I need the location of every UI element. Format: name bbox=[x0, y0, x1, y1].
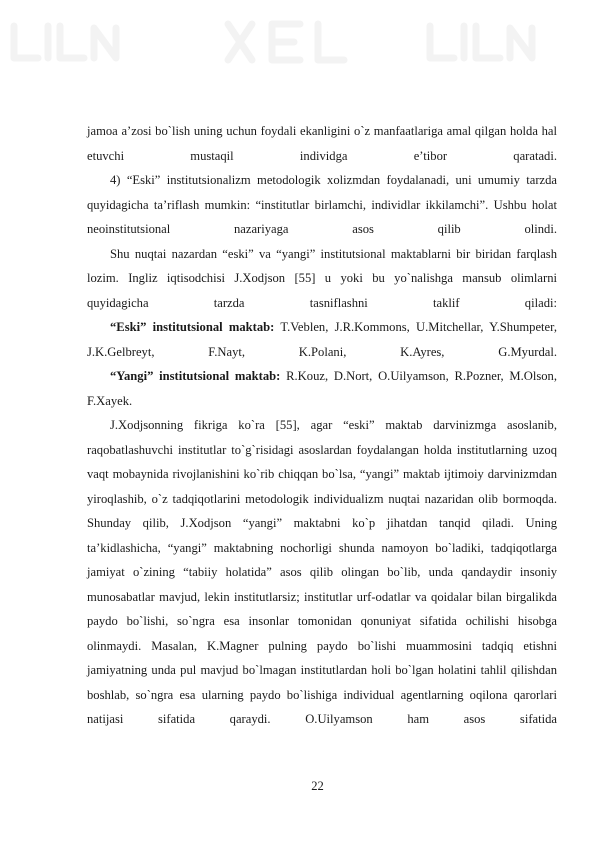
paragraph-new-school bbox=[87, 364, 557, 413]
watermark-logo-3 bbox=[430, 26, 532, 58]
paragraph-old-school bbox=[87, 315, 557, 364]
old-school-label: “Eski” institutsional maktab: bbox=[110, 320, 275, 334]
watermark-logo-1 bbox=[14, 26, 116, 58]
paragraph-hodgson bbox=[87, 413, 557, 732]
old-school-names: T.Veblen, J.R.Kommons, U.Mitchellar, Y.Shumpeter, J.K.Gelbreyt, F.Nayt, K.Polani, K.Ayres, G.Myurdal. bbox=[87, 320, 557, 359]
paragraph-1-continuation bbox=[87, 119, 557, 168]
paragraph-text: Shu nuqtai nazardan “eski” va “yangi” institutsional maktablarni bir biridan farqlash lozim. Ingliz iqtisodchisi J.Xodjson [55] u yoki bu yo`nalishga mansub olimlarni quyidagicha tarzda tasniflashni taklif qiladi: bbox=[87, 246, 557, 310]
paragraph-3 bbox=[87, 242, 557, 316]
new-school-names: R.Kouz, D.Nort, O.Uilyamson, R.Pozner, M.Olson, F.Xayek. bbox=[87, 369, 558, 408]
paragraph-2 bbox=[87, 168, 557, 242]
paragraph-text: 4) “Eski” institutsionalizm metodologik xolizmdan foydalanadi, uni umumiy tarzda quyidagicha ta’riflash mumkin: “institutlar birlamchi, individlar ikkilamchi”. Ushbu holat neoinstitutsional nazariyaga asos qilib olindi. bbox=[87, 173, 557, 236]
page-number: 22 bbox=[311, 779, 324, 793]
new-school-label: “Yangi” institutsional maktab: bbox=[110, 369, 281, 383]
document-body bbox=[87, 119, 557, 732]
paragraph-text: jamoa a’zosi bo`lish uning uchun foydali ekanligini o`z manfaatlariga amal qilgan holda hal etuvchi mustaqil individga e’tibor qaratadi. bbox=[87, 124, 557, 163]
watermark-logo-2 bbox=[228, 24, 344, 60]
paragraph-text: J.Xodjsonning fikriga ko`ra [55], agar “eski” maktab darvinizmga asoslanib, raqobatlashuvchi institutlar to`g`risidagi asoslardan foydalangan holda institutlarning uzoq vaqt mobaynida rivojlanishini ko`rib chiqqan bo`lsa, “yangi” maktab ijtimoiy darvinizmdan yiroqlashib, o`z tadqiqotlarini metodologik individualizm nuqtai nazaridan olib bormoqda. Shunday qilib, J.Xodjson “yangi” maktabni ko`p jihatdan tanqid qiladi. Uning ta’kidlashicha, “yangi” maktabning nochorligi shunda namoyon bo`ladiki, tadqiqotlarga jamiyat o`zining “tabiiy holatida” asos qilib olingan bo`lib, unda qandaydir insoniy munosabatlar mavjud, lekin institutlarsiz; institutlar urf-odatlar va qoidalar bilan birgalikda paydo bo`lishi, so`ngra esa insonlar tomonidan qonuniyat sifatida ochilishi hisobga olinmaydi. Masalan, K.Magner pulning paydo bo`lishi muammosini tadqiq etishni jamiyatning unda pul mavjud bo`lmagan institutlardan holi bo`lgan holatini tahlil qilishdan boshlab, so`ngra esa ularning paydo bo`lishiga individual agentlarning oqilona qarorlari natijasi sifatida qaraydi. O.Uilyamson ham asos sifatida bbox=[87, 418, 557, 726]
